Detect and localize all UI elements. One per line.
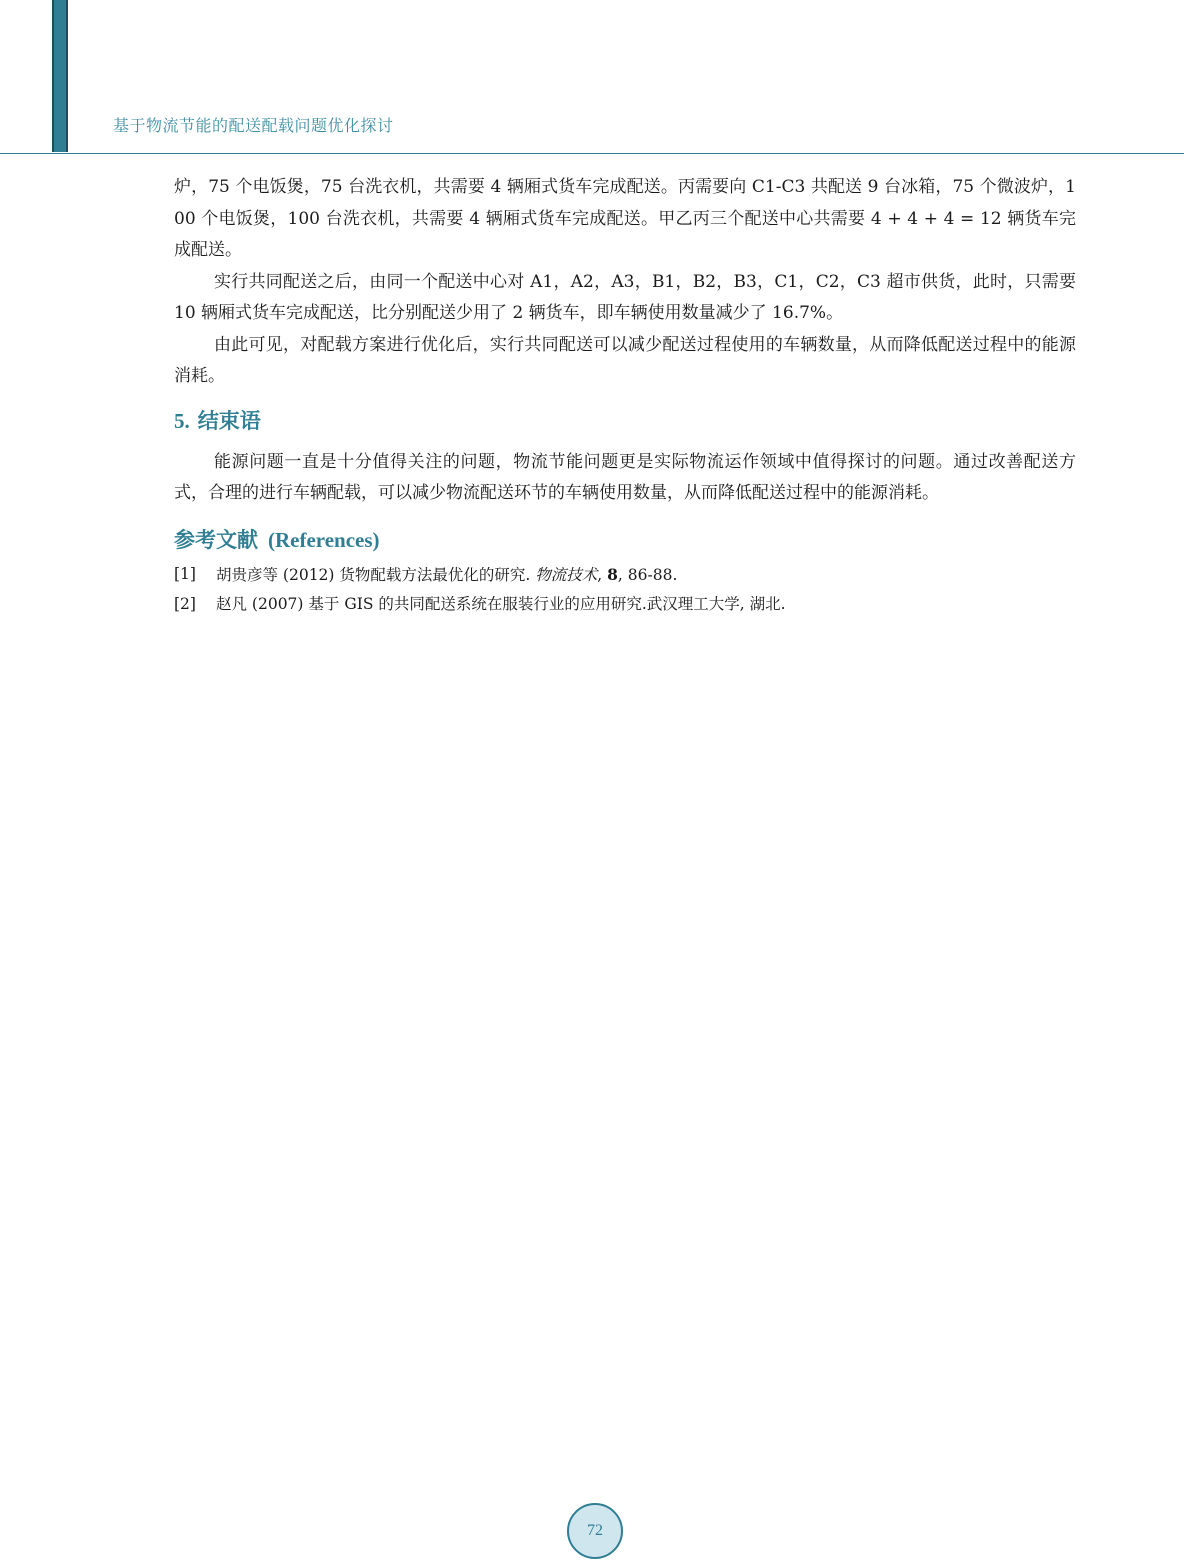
reference-list — [174, 560, 1076, 619]
body-paragraph-4: 能源问题一直是十分值得关注的问题，物流节能问题更是实际物流运作领域中值得探讨的问题。通过改善配送方式，合理的进行车辆配载，可以减少物流配送环节的车辆使用数量，从而降低配送过程中的能源消耗。 — [174, 451, 1076, 503]
reference-pages: , 86-88. — [617, 565, 678, 584]
page-number-badge — [567, 1503, 623, 1559]
reference-text — [216, 560, 677, 590]
body-paragraph-1: 炉，75 个电饭煲，75 台洗衣机，共需要 4 辆厢式货车完成配送。丙需要向 C1-C3 共配送 9 台冰箱，75 个微波炉，100 个电饭煲，100 台洗衣机，共需要 4 辆厢式货车完成配送。甲乙丙三个配送中心共需要 4 + 4 + 4 = 12 辆货车完成配送。 — [174, 177, 1076, 260]
references-heading — [174, 524, 1076, 556]
page-content — [174, 172, 1076, 619]
section-heading-5 — [174, 405, 1076, 437]
reference-authors-title: 胡贵彦等 (2012) 货物配载方法最优化的研究. — [216, 565, 536, 584]
section-number: 5. — [174, 408, 190, 433]
reference-separator: , — [597, 565, 608, 584]
header-divider — [0, 153, 1184, 154]
body-paragraph-3: 由此可见，对配载方案进行优化后，实行共同配送可以减少配送过程使用的车辆数量，从而降低配送过程中的能源消耗。 — [174, 334, 1076, 386]
references-heading-en: (References) — [268, 527, 380, 552]
reference-volume: 8 — [607, 564, 618, 584]
page-number: 72 — [587, 1522, 603, 1539]
references-heading-zh: 参考文献 — [174, 527, 258, 552]
section-title: 结束语 — [197, 408, 261, 433]
reference-item — [174, 560, 1076, 590]
reference-text: 赵凡 (2007) 基于 GIS 的共同配送系统在服装行业的应用研究.武汉理工大学, 湖北. — [216, 594, 786, 613]
body-paragraph-2: 实行共同配送之后，由同一个配送中心对 A1，A2，A3，B1，B2，B3，C1，C2，C3 超市供货，此时，只需要 10 辆厢式货车完成配送，比分别配送少用了 2 辆货车，即车辆使用数量减少了 16.7%。 — [174, 271, 1076, 323]
reference-index: [1] — [174, 564, 196, 583]
reference-index: [2] — [174, 594, 196, 613]
reference-journal: 物流技术 — [535, 565, 598, 584]
reference-item — [174, 590, 1076, 619]
running-title: 基于物流节能的配送配载问题优化探讨 — [113, 116, 394, 135]
header-accent-bar — [52, 0, 68, 152]
